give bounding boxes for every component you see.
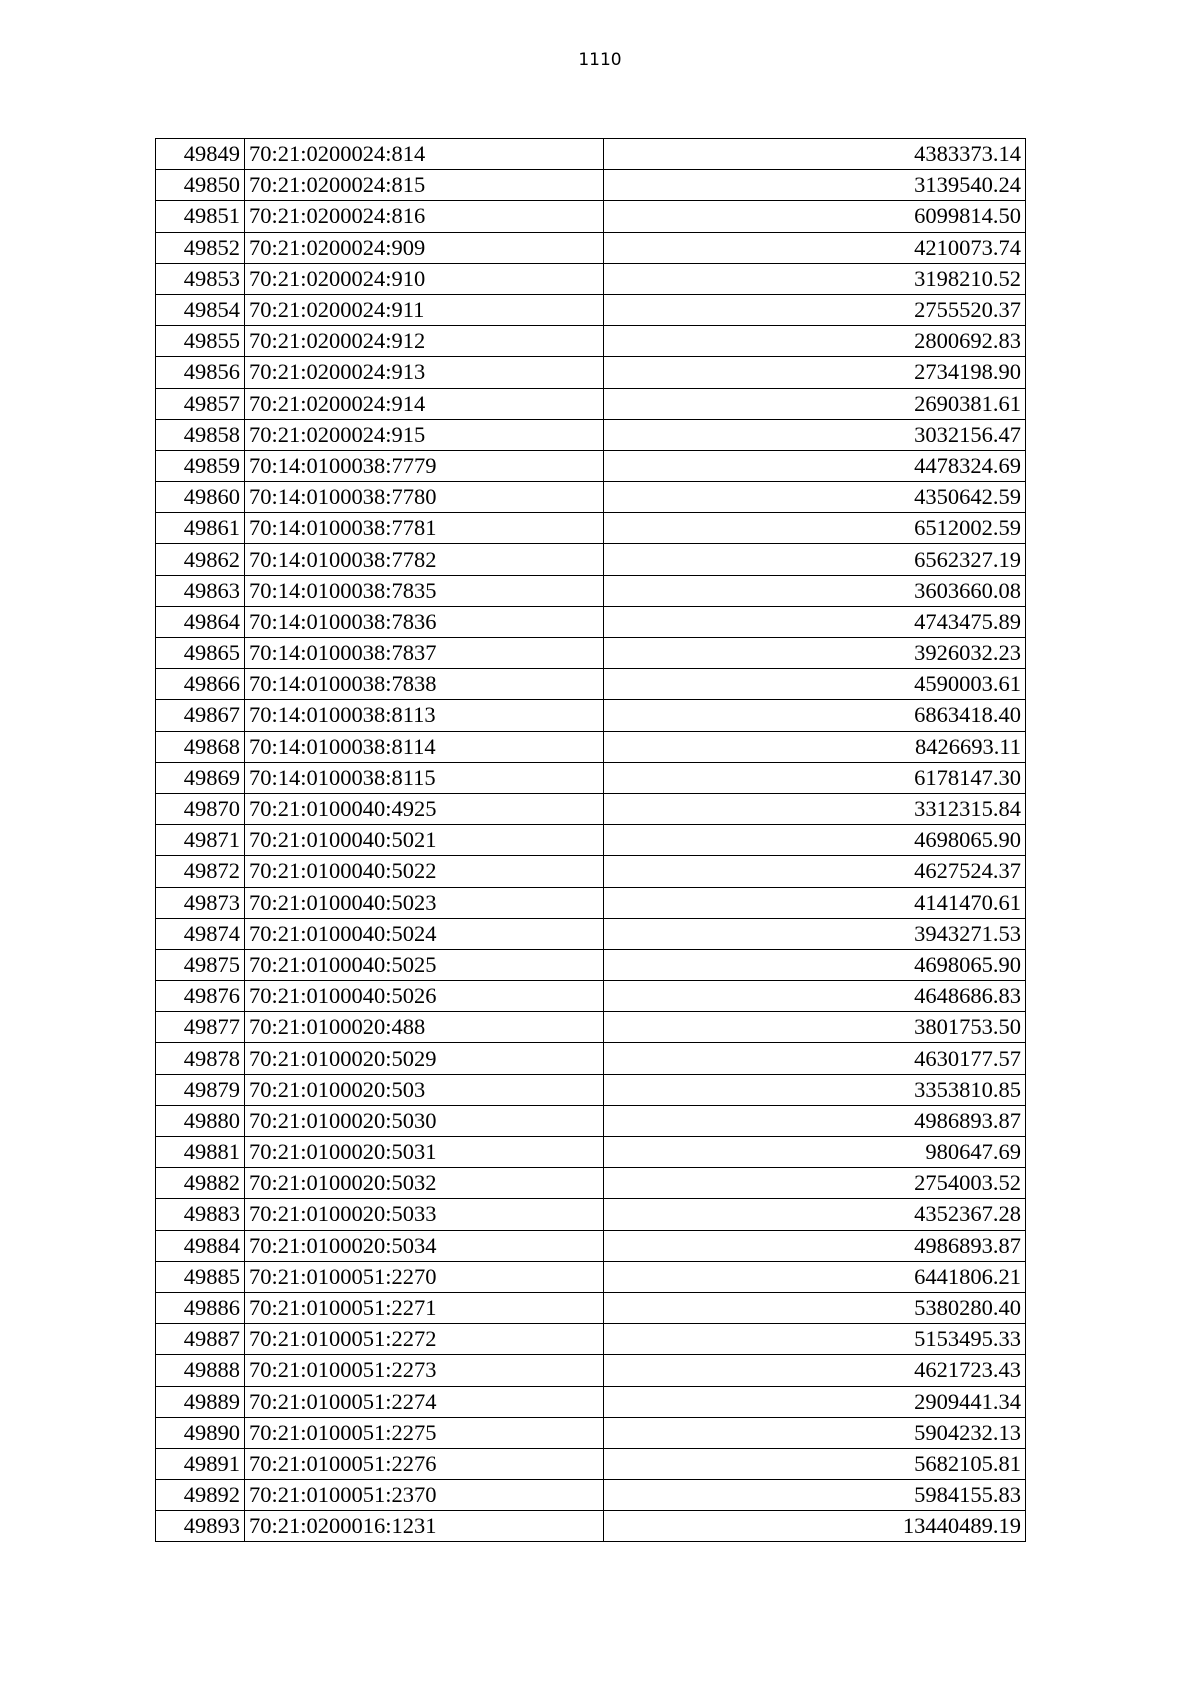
row-number-cell: 49890: [156, 1417, 245, 1448]
row-number-cell: 49858: [156, 419, 245, 450]
cadastral-value-cell: 4590003.61: [604, 669, 1026, 700]
cadastral-value-cell: 4698065.90: [604, 949, 1026, 980]
table-row: [156, 513, 1026, 544]
row-number-cell: 49877: [156, 1012, 245, 1043]
table-row: [156, 1324, 1026, 1355]
row-number-cell: 49857: [156, 388, 245, 419]
table-row: [156, 263, 1026, 294]
row-number-cell: 49892: [156, 1480, 245, 1511]
table-body: [156, 139, 1026, 1542]
table-row: [156, 232, 1026, 263]
row-number-cell: 49879: [156, 1074, 245, 1105]
cadastral-value-cell: 5380280.40: [604, 1292, 1026, 1323]
cadastral-number-cell: 70:14:0100038:7835: [245, 575, 604, 606]
row-number-cell: 49881: [156, 1137, 245, 1168]
cadastral-number-cell: 70:14:0100038:7838: [245, 669, 604, 700]
row-number-cell: 49878: [156, 1043, 245, 1074]
table-row: [156, 918, 1026, 949]
cadastral-number-cell: 70:21:0100051:2276: [245, 1448, 604, 1479]
cadastral-value-cell: 3312315.84: [604, 793, 1026, 824]
row-number-cell: 49887: [156, 1324, 245, 1355]
table-row: [156, 1480, 1026, 1511]
cadastral-number-cell: 70:21:0100020:503: [245, 1074, 604, 1105]
cadastral-value-cell: 13440489.19: [604, 1511, 1026, 1542]
table-row: [156, 139, 1026, 170]
cadastral-value-cell: 3139540.24: [604, 170, 1026, 201]
table-row: [156, 1448, 1026, 1479]
cadastral-number-cell: 70:21:0100040:5025: [245, 949, 604, 980]
cadastral-number-cell: 70:21:0200024:915: [245, 419, 604, 450]
table-row: [156, 762, 1026, 793]
table-row: [156, 1417, 1026, 1448]
table-row: [156, 856, 1026, 887]
cadastral-number-cell: 70:21:0100040:5021: [245, 825, 604, 856]
cadastral-number-cell: 70:21:0100051:2271: [245, 1292, 604, 1323]
cadastral-number-cell: 70:21:0200024:914: [245, 388, 604, 419]
cadastral-value-cell: 8426693.11: [604, 731, 1026, 762]
cadastral-value-cell: 4621723.43: [604, 1355, 1026, 1386]
cadastral-value-cell: 3198210.52: [604, 263, 1026, 294]
cadastral-value-cell: 4352367.28: [604, 1199, 1026, 1230]
table-row: [156, 1199, 1026, 1230]
cadastral-value-cell: 980647.69: [604, 1137, 1026, 1168]
cadastral-value-cell: 4986893.87: [604, 1105, 1026, 1136]
row-number-cell: 49866: [156, 669, 245, 700]
row-number-cell: 49868: [156, 731, 245, 762]
table-row: [156, 1355, 1026, 1386]
table-row: [156, 1105, 1026, 1136]
table-row: [156, 201, 1026, 232]
row-number-cell: 49851: [156, 201, 245, 232]
cadastral-value-cell: 4986893.87: [604, 1230, 1026, 1261]
cadastral-number-cell: 70:21:0200016:1231: [245, 1511, 604, 1542]
row-number-cell: 49886: [156, 1292, 245, 1323]
table-row: [156, 1168, 1026, 1199]
table-row: [156, 1012, 1026, 1043]
cadastral-number-cell: 70:21:0200024:913: [245, 357, 604, 388]
cadastral-value-cell: 3926032.23: [604, 638, 1026, 669]
cadastral-number-cell: 70:21:0100040:5026: [245, 981, 604, 1012]
cadastral-number-cell: 70:21:0100040:5024: [245, 918, 604, 949]
table-row: [156, 544, 1026, 575]
row-number-cell: 49865: [156, 638, 245, 669]
row-number-cell: 49859: [156, 450, 245, 481]
cadastral-number-cell: 70:21:0100040:4925: [245, 793, 604, 824]
cadastral-value-cell: 3032156.47: [604, 419, 1026, 450]
cadastral-value-cell: 5153495.33: [604, 1324, 1026, 1355]
cadastral-number-cell: 70:21:0100051:2275: [245, 1417, 604, 1448]
row-number-cell: 49875: [156, 949, 245, 980]
cadastral-number-cell: 70:21:0200024:912: [245, 326, 604, 357]
table-row: [156, 1043, 1026, 1074]
cadastral-value-cell: 6441806.21: [604, 1261, 1026, 1292]
row-number-cell: 49884: [156, 1230, 245, 1261]
cadastral-number-cell: 70:21:0100020:5030: [245, 1105, 604, 1136]
cadastral-value-cell: 4350642.59: [604, 482, 1026, 513]
row-number-cell: 49873: [156, 887, 245, 918]
table-row: [156, 326, 1026, 357]
cadastral-value-cell: 4383373.14: [604, 139, 1026, 170]
table-row: [156, 1261, 1026, 1292]
cadastral-value-cell: 6099814.50: [604, 201, 1026, 232]
cadastral-value-cell: 4210073.74: [604, 232, 1026, 263]
cadastral-number-cell: 70:21:0200024:910: [245, 263, 604, 294]
cadastral-number-cell: 70:14:0100038:7781: [245, 513, 604, 544]
cadastral-value-cell: 6512002.59: [604, 513, 1026, 544]
row-number-cell: 49852: [156, 232, 245, 263]
cadastral-value-table: [155, 138, 1026, 1542]
cadastral-value-cell: 5682105.81: [604, 1448, 1026, 1479]
row-number-cell: 49889: [156, 1386, 245, 1417]
table-row: [156, 669, 1026, 700]
table-row: [156, 1074, 1026, 1105]
row-number-cell: 49880: [156, 1105, 245, 1136]
cadastral-number-cell: 70:21:0100051:2272: [245, 1324, 604, 1355]
cadastral-value-cell: 3801753.50: [604, 1012, 1026, 1043]
row-number-cell: 49863: [156, 575, 245, 606]
cadastral-value-cell: 2734198.90: [604, 357, 1026, 388]
row-number-cell: 49893: [156, 1511, 245, 1542]
cadastral-value-cell: 6178147.30: [604, 762, 1026, 793]
cadastral-number-cell: 70:21:0200024:814: [245, 139, 604, 170]
row-number-cell: 49891: [156, 1448, 245, 1479]
cadastral-number-cell: 70:14:0100038:7836: [245, 606, 604, 637]
cadastral-number-cell: 70:21:0100020:5029: [245, 1043, 604, 1074]
cadastral-number-cell: 70:21:0100020:5031: [245, 1137, 604, 1168]
row-number-cell: 49864: [156, 606, 245, 637]
table-row: [156, 825, 1026, 856]
cadastral-value-cell: 2800692.83: [604, 326, 1026, 357]
table-row: [156, 294, 1026, 325]
table-row: [156, 981, 1026, 1012]
row-number-cell: 49888: [156, 1355, 245, 1386]
cadastral-number-cell: 70:21:0100051:2270: [245, 1261, 604, 1292]
row-number-cell: 49871: [156, 825, 245, 856]
cadastral-number-cell: 70:21:0100051:2370: [245, 1480, 604, 1511]
cadastral-value-cell: 2754003.52: [604, 1168, 1026, 1199]
page-number: 1110: [578, 50, 622, 70]
cadastral-value-cell: 4630177.57: [604, 1043, 1026, 1074]
cadastral-number-cell: 70:21:0100040:5022: [245, 856, 604, 887]
row-number-cell: 49876: [156, 981, 245, 1012]
table-row: [156, 1230, 1026, 1261]
table-row: [156, 887, 1026, 918]
table-row: [156, 357, 1026, 388]
row-number-cell: 49860: [156, 482, 245, 513]
table-row: [156, 731, 1026, 762]
cadastral-value-cell: 2755520.37: [604, 294, 1026, 325]
table-row: [156, 170, 1026, 201]
cadastral-number-cell: 70:21:0100020:5032: [245, 1168, 604, 1199]
cadastral-value-cell: 2690381.61: [604, 388, 1026, 419]
table-row: [156, 638, 1026, 669]
row-number-cell: 49869: [156, 762, 245, 793]
cadastral-number-cell: 70:14:0100038:7782: [245, 544, 604, 575]
table-row: [156, 450, 1026, 481]
cadastral-number-cell: 70:21:0100020:488: [245, 1012, 604, 1043]
cadastral-number-cell: 70:14:0100038:7780: [245, 482, 604, 513]
cadastral-number-cell: 70:14:0100038:8115: [245, 762, 604, 793]
row-number-cell: 49872: [156, 856, 245, 887]
row-number-cell: 49862: [156, 544, 245, 575]
row-number-cell: 49850: [156, 170, 245, 201]
table-row: [156, 1511, 1026, 1542]
table-row: [156, 388, 1026, 419]
cadastral-number-cell: 70:21:0200024:909: [245, 232, 604, 263]
cadastral-value-cell: 5904232.13: [604, 1417, 1026, 1448]
table-row: [156, 575, 1026, 606]
cadastral-number-cell: 70:21:0100051:2273: [245, 1355, 604, 1386]
table-row: [156, 793, 1026, 824]
row-number-cell: 49849: [156, 139, 245, 170]
table-row: [156, 1386, 1026, 1417]
cadastral-value-cell: 3943271.53: [604, 918, 1026, 949]
cadastral-value-cell: 4627524.37: [604, 856, 1026, 887]
cadastral-number-cell: 70:14:0100038:8113: [245, 700, 604, 731]
table-row: [156, 949, 1026, 980]
cadastral-number-cell: 70:21:0200024:815: [245, 170, 604, 201]
cadastral-value-cell: 5984155.83: [604, 1480, 1026, 1511]
row-number-cell: 49882: [156, 1168, 245, 1199]
row-number-cell: 49885: [156, 1261, 245, 1292]
cadastral-value-cell: 4698065.90: [604, 825, 1026, 856]
table-row: [156, 1292, 1026, 1323]
table-row: [156, 606, 1026, 637]
cadastral-value-cell: 6863418.40: [604, 700, 1026, 731]
cadastral-value-cell: 6562327.19: [604, 544, 1026, 575]
table-row: [156, 419, 1026, 450]
cadastral-number-cell: 70:21:0100020:5034: [245, 1230, 604, 1261]
cadastral-value-cell: 4743475.89: [604, 606, 1026, 637]
cadastral-value-cell: 4648686.83: [604, 981, 1026, 1012]
cadastral-value-cell: 4478324.69: [604, 450, 1026, 481]
row-number-cell: 49853: [156, 263, 245, 294]
table-row: [156, 700, 1026, 731]
row-number-cell: 49870: [156, 793, 245, 824]
row-number-cell: 49856: [156, 357, 245, 388]
cadastral-number-cell: 70:21:0100020:5033: [245, 1199, 604, 1230]
cadastral-value-cell: 4141470.61: [604, 887, 1026, 918]
table-row: [156, 482, 1026, 513]
cadastral-number-cell: 70:21:0100051:2274: [245, 1386, 604, 1417]
cadastral-number-cell: 70:14:0100038:7837: [245, 638, 604, 669]
row-number-cell: 49861: [156, 513, 245, 544]
cadastral-value-cell: 3603660.08: [604, 575, 1026, 606]
cadastral-number-cell: 70:21:0100040:5023: [245, 887, 604, 918]
row-number-cell: 49854: [156, 294, 245, 325]
cadastral-number-cell: 70:21:0200024:816: [245, 201, 604, 232]
cadastral-number-cell: 70:21:0200024:911: [245, 294, 604, 325]
row-number-cell: 49874: [156, 918, 245, 949]
cadastral-number-cell: 70:14:0100038:7779: [245, 450, 604, 481]
row-number-cell: 49867: [156, 700, 245, 731]
cadastral-number-cell: 70:14:0100038:8114: [245, 731, 604, 762]
cadastral-value-cell: 3353810.85: [604, 1074, 1026, 1105]
table-row: [156, 1137, 1026, 1168]
cadastral-value-cell: 2909441.34: [604, 1386, 1026, 1417]
row-number-cell: 49883: [156, 1199, 245, 1230]
row-number-cell: 49855: [156, 326, 245, 357]
